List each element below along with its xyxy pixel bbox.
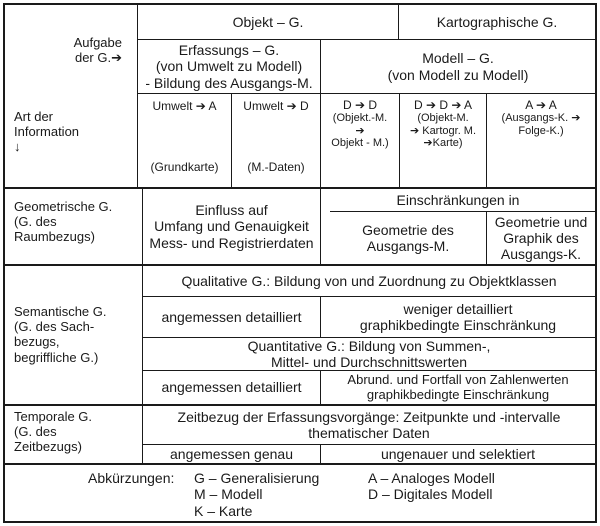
geometrische-g-label: Geometrische G. (G. des Raumbezugs) xyxy=(14,199,113,245)
art-der-information-label: Art der Information ↓ xyxy=(14,109,80,155)
info-cell-d-d: D ➔ D (Objekt.-M. ➔ Objekt - M.) xyxy=(331,98,389,150)
aufgabe-label: Aufgabe der G.➔ xyxy=(73,35,122,66)
einschraenkungen-heading: Einschränkungen in xyxy=(396,191,520,208)
quantitative-g-heading: Quantitative G.: Bildung von Summen-, Mittel- und Durchschnittswerten xyxy=(247,337,491,370)
objekt-g-heading: Objekt – G. xyxy=(232,13,304,30)
erfassungs-g-heading: Erfassungs – G. (von Umwelt zu Modell) - Bildung des Ausgangs-M. xyxy=(145,42,313,91)
kartographische-g-heading: Kartographische G. xyxy=(436,13,558,30)
info-cell-umwelt-d: Umwelt ➔ D (M.-Daten) xyxy=(243,99,309,175)
temporale-g-label: Temporale G. (G. des Zeitbezugs) xyxy=(14,409,93,455)
quantitative-right-cell: Abrund. und Fortfall von Zahlenwerten graphikbedingte Einschränkung xyxy=(347,371,569,402)
geometrie-graphik-cell: Geometrie und Graphik des Ausgangs-K. xyxy=(494,213,588,263)
abkuerzungen-label: Abkürzungen: xyxy=(88,470,175,486)
einfluss-cell: Einfluss auf Umfang und Genauigkeit Mess- und Registrierdaten xyxy=(149,202,314,251)
modell-g-heading: Modell – G. (von Modell zu Modell) xyxy=(387,50,529,83)
info-cell-d-d-a: D ➔ D ➔ A (Objekt-M. ➔ Kartogr. M. ➔Karte) xyxy=(409,98,477,150)
temporal-left-cell: angemessen genau xyxy=(170,445,293,462)
semantische-g-label: Semantische G. (G. des Sach- bezugs, begriffliche G.) xyxy=(14,304,107,365)
info-cell-a-a: A ➔ A (Ausgangs-K. ➔ Folge-K.) xyxy=(501,98,581,137)
zeitbezug-cell: Zeitbezug der Erfassungsvorgänge: Zeitpunkte und -intervalle thematischer Daten xyxy=(177,408,561,441)
border-bottom xyxy=(3,521,597,523)
abbreviations-col-1: G – Generalisierung M – Modell K – Karte xyxy=(194,470,320,519)
abbreviations-col-2: A – Analoges Modell D – Digitales Modell xyxy=(368,470,495,503)
info-cell-umwelt-a: Umwelt ➔ A (Grundkarte) xyxy=(150,99,219,175)
geometrie-ausgangs-m-cell: Geometrie des Ausgangs-M. xyxy=(362,221,454,254)
rule-temporal-end xyxy=(3,463,597,465)
border-left xyxy=(3,3,5,523)
border-right xyxy=(595,3,597,523)
temporal-right-cell: ungenauer und selektiert xyxy=(380,445,536,462)
qualitative-right-cell: weniger detailliert graphikbedingte Einschränkung xyxy=(359,300,557,333)
qualitative-g-heading: Qualitative G.: Bildung von und Zuordnung zu Objektklassen xyxy=(181,272,557,289)
quantitative-left-cell: angemessen detailliert xyxy=(161,379,302,396)
qualitative-left-cell: angemessen detailliert xyxy=(161,308,302,325)
